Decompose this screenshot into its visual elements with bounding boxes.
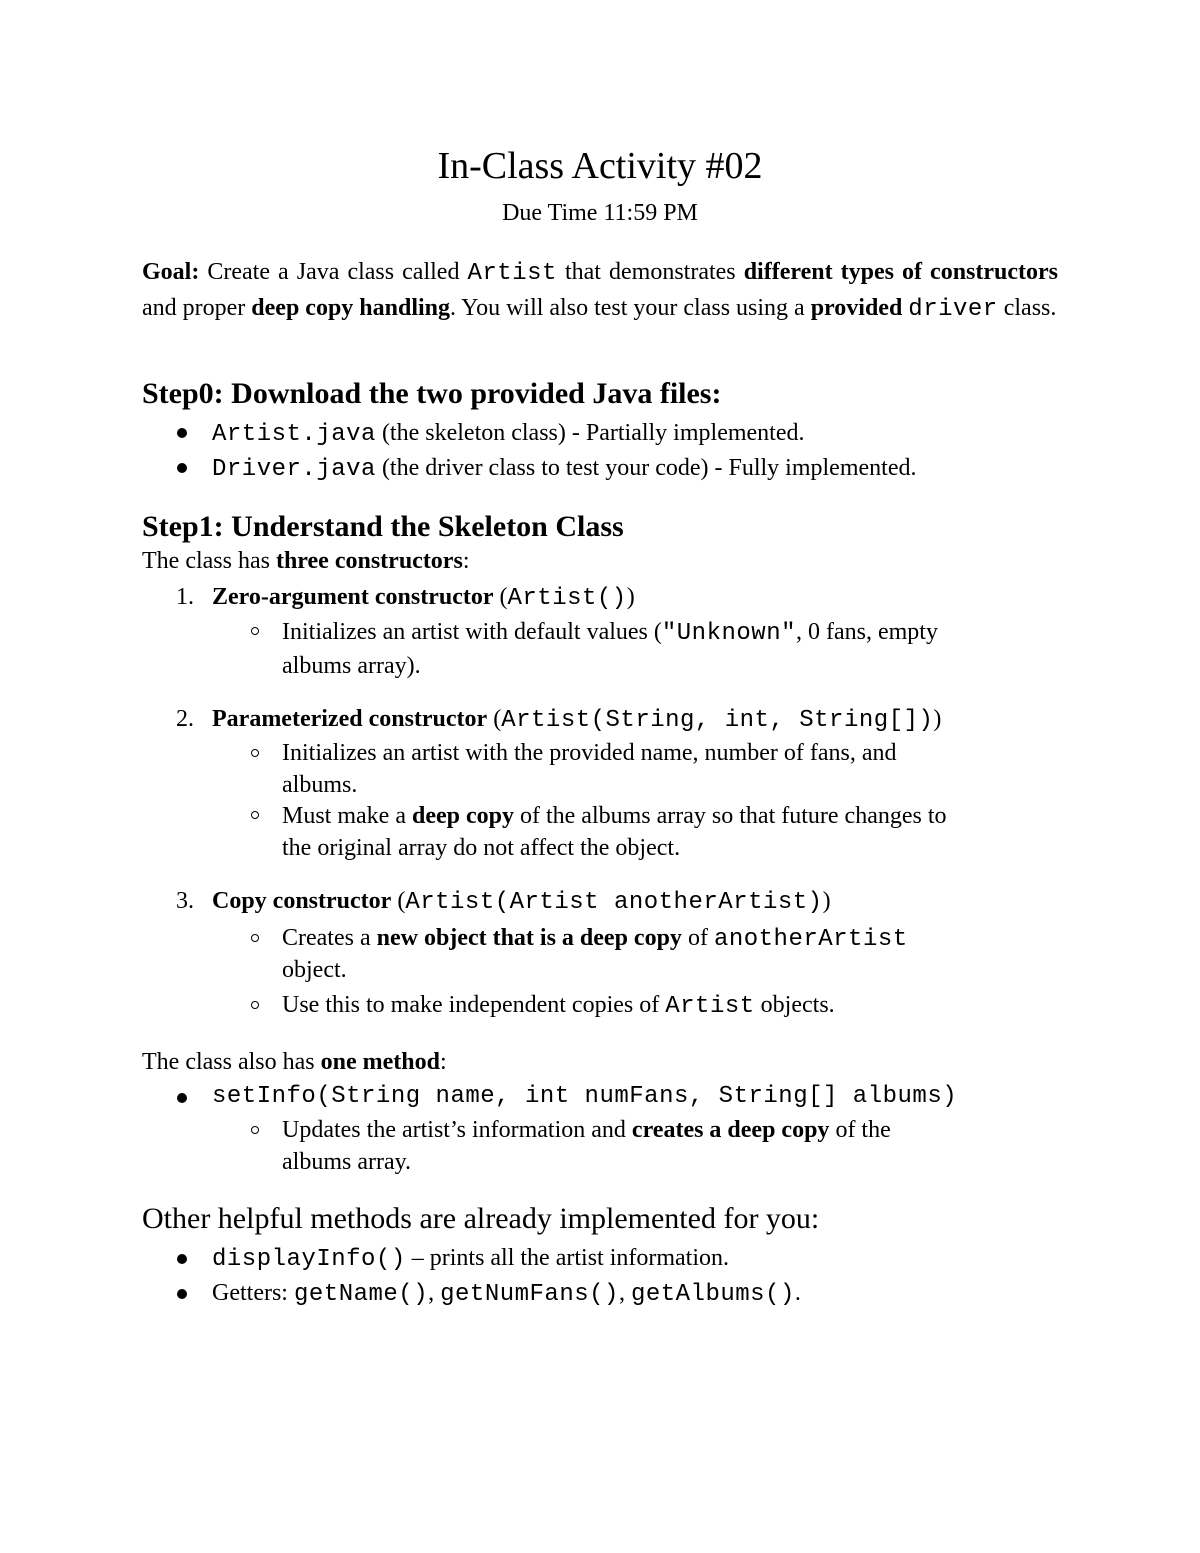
desc-bold: creates a deep copy	[631, 1117, 830, 1143]
bullet-icon	[177, 428, 187, 438]
constructor-name: Copy constructor	[212, 888, 392, 914]
method-code: displayInfo()	[212, 1246, 406, 1273]
list-number: 3.	[176, 888, 194, 914]
file-name: Artist.java	[212, 421, 376, 448]
goal-paragraph	[142, 255, 1058, 327]
goal-bold: deep copy handling	[251, 295, 451, 321]
bullet-icon	[177, 1093, 187, 1103]
constructor-signature: Artist(String, int, String[])	[501, 707, 934, 734]
paren: (	[487, 706, 502, 732]
method-signature: setInfo(String name, int numFans, String[] albums)	[212, 1083, 958, 1110]
file-desc: (the skeleton class) - Partially implemented.	[375, 420, 805, 446]
goal-text: Create a Java class called	[199, 259, 468, 285]
intro-text: The class has	[142, 548, 276, 574]
constructor-3-desc-cont: object.	[282, 957, 347, 983]
paren: )	[626, 584, 635, 610]
goal-text: and proper	[142, 295, 252, 321]
sub-bullet-icon	[251, 811, 259, 819]
separator: ,	[618, 1280, 631, 1306]
method-desc-text: – prints all the artist information.	[405, 1245, 730, 1271]
bullet-icon	[177, 1254, 187, 1264]
intro-bold: three constructors	[275, 548, 463, 574]
goal-code-artist: Artist	[467, 260, 557, 287]
constructor-2-title	[212, 704, 941, 736]
step1-heading: Step1: Understand the Skeleton Class	[142, 510, 624, 543]
method-intro	[142, 1047, 447, 1077]
page-title: In-Class Activity #02	[437, 145, 763, 187]
method-desc	[282, 1115, 891, 1145]
goal-text: . You will also test your class using a	[450, 295, 811, 321]
sub-bullet-icon	[251, 627, 259, 635]
constructor-3-desc	[282, 923, 908, 955]
paren: )	[822, 888, 831, 914]
desc-code: Artist	[665, 993, 755, 1020]
intro-text: :	[462, 548, 470, 574]
intro-text: :	[439, 1049, 447, 1075]
desc-text: of the	[829, 1117, 891, 1143]
constructor-name: Parameterized constructor	[212, 706, 488, 732]
step0-item-driver	[212, 453, 916, 485]
constructor-2-desc-cont: albums.	[282, 772, 358, 798]
sub-bullet-icon	[251, 1126, 259, 1134]
sub-bullet-icon	[251, 934, 259, 942]
method-code: getAlbums()	[630, 1281, 795, 1308]
separator: .	[794, 1280, 801, 1306]
due-time: Due Time 11:59 PM	[502, 200, 698, 226]
constructors-intro	[142, 546, 469, 576]
desc-code: anotherArtist	[713, 926, 908, 953]
desc-text: of	[681, 925, 714, 951]
desc-text: of the albums array so that future changes to	[513, 803, 947, 829]
desc-text: Must make a	[282, 803, 412, 829]
intro-bold: one method	[320, 1049, 440, 1075]
method-code: getNumFans()	[440, 1281, 619, 1308]
list-number: 1.	[176, 584, 194, 610]
desc-text: objects.	[754, 992, 835, 1018]
goal-text: that demonstrates	[556, 259, 744, 285]
paren: (	[493, 584, 508, 610]
helpful-item-displayinfo	[212, 1243, 729, 1275]
constructor-3-title	[212, 886, 831, 918]
separator: ,	[428, 1280, 441, 1306]
desc-text: Use this to make independent copies of	[282, 992, 666, 1018]
desc-text: Initializes an artist with default values (	[282, 619, 662, 645]
desc-code: "Unknown"	[661, 620, 796, 647]
constructor-1-desc-cont: albums array).	[282, 653, 421, 679]
sub-bullet-icon	[251, 749, 259, 757]
method-code: getName()	[293, 1281, 429, 1308]
goal-bold: provided	[810, 295, 903, 321]
desc-text: , 0 fans, empty	[796, 619, 938, 645]
goal-bold: different types of constructors	[743, 259, 1059, 285]
paren: )	[933, 706, 942, 732]
intro-text: The class also has	[142, 1049, 321, 1075]
goal-text: class.	[997, 295, 1057, 321]
constructor-name: Zero-argument constructor	[212, 584, 494, 610]
constructor-2-deepcopy	[282, 801, 947, 831]
constructor-2-desc: Initializes an artist with the provided name, number of fans, and	[282, 740, 897, 766]
file-desc: (the driver class to test your code) - Fully implemented.	[375, 455, 917, 481]
constructor-signature: Artist()	[507, 585, 627, 612]
constructor-3-usage	[282, 990, 835, 1022]
bullet-icon	[177, 463, 187, 473]
getters-label: Getters:	[212, 1280, 294, 1306]
paren: (	[391, 888, 406, 914]
constructor-1-title	[212, 582, 635, 614]
helpful-item-getters	[212, 1278, 801, 1310]
bullet-icon	[177, 1289, 187, 1299]
list-number: 2.	[176, 706, 194, 732]
constructor-signature: Artist(Artist anotherArtist)	[405, 889, 823, 916]
step0-item-artist	[212, 418, 804, 450]
method-desc-cont: albums array.	[282, 1149, 412, 1175]
desc-bold: new object that is a deep copy	[376, 925, 682, 951]
goal-code-driver: driver	[908, 296, 998, 323]
constructor-2-deepcopy-cont: the original array do not affect the object.	[282, 835, 681, 861]
desc-text: Updates the artist’s information and	[282, 1117, 632, 1143]
goal-label: Goal:	[142, 259, 200, 285]
desc-bold: deep copy	[411, 803, 514, 829]
constructor-1-desc	[282, 617, 938, 649]
file-name: Driver.java	[212, 456, 376, 483]
step0-heading: Step0: Download the two provided Java files:	[142, 377, 722, 410]
helpful-heading: Other helpful methods are already implemented for you:	[142, 1202, 820, 1235]
sub-bullet-icon	[251, 1001, 259, 1009]
desc-text: Creates a	[282, 925, 377, 951]
